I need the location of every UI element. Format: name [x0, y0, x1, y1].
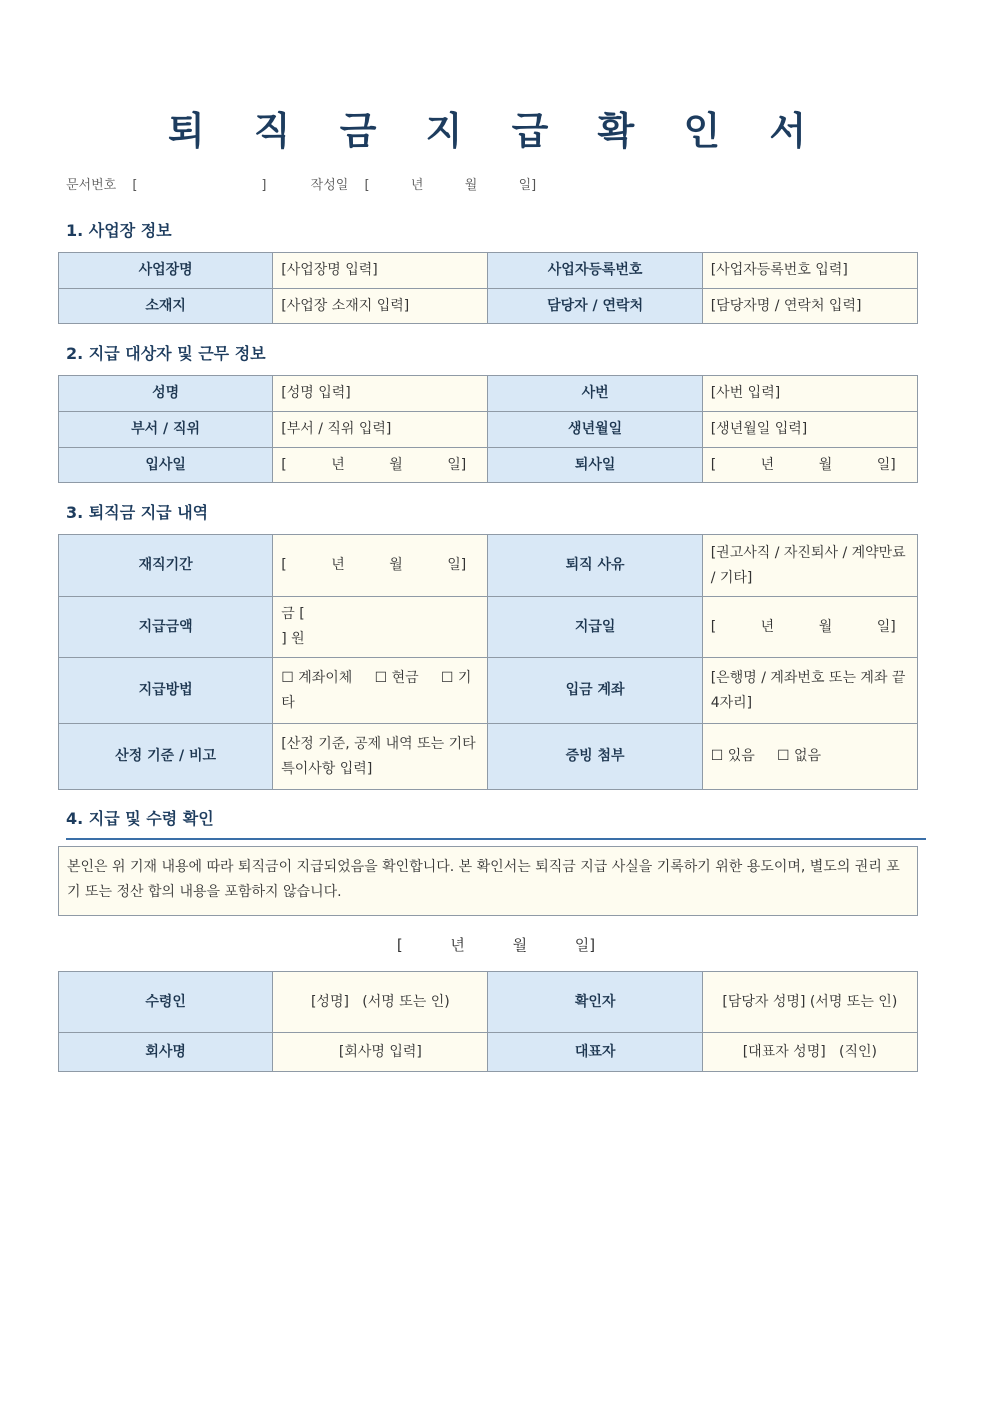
table-row: [59, 724, 918, 790]
birthdate-label: 생년월일: [488, 412, 702, 448]
confirmation-statement: 본인은 위 기재 내용에 따라 퇴직금이 지급되었음을 확인합니다. 본 확인서는 퇴직금 지급 사실을 기록하기 위한 용도이며, 별도의 권리 포기 또는 정산 합의 내용을 포함하지 않습니다.: [58, 846, 918, 916]
payment-amount-label: 지급금액: [59, 597, 273, 658]
section-heading-workplace: 1. 사업장 정보: [66, 221, 172, 240]
table-row: [59, 535, 918, 597]
proof-attachment-label: 증빙 첨부: [488, 724, 702, 790]
checker-signature-field[interactable]: [담당자 성명] (서명 또는 인): [702, 972, 917, 1033]
department-label: 부서 / 직위: [59, 412, 273, 448]
employee-number-label: 사번: [488, 376, 702, 412]
leave-reason-field[interactable]: [권고사직 / 자진퇴사 / 계약만료 / 기타]: [702, 535, 917, 597]
calculation-basis-label: 산정 기준 / 비고: [59, 724, 273, 790]
registration-number-label: 사업자등록번호: [488, 253, 702, 289]
receiver-label: 수령인: [59, 972, 273, 1033]
section-divider: [66, 838, 926, 840]
address-field[interactable]: [사업장 소재지 입력]: [273, 289, 488, 324]
workplace-name-field[interactable]: [사업장명 입력]: [273, 253, 488, 289]
leave-date-field[interactable]: [ 년 월 일]: [702, 448, 917, 483]
employee-name-field[interactable]: [성명 입력]: [273, 376, 488, 412]
document-meta: [66, 174, 536, 193]
payment-amount-line1: 금 [: [281, 606, 305, 622]
payment-amount-line2: ] 원: [281, 631, 305, 647]
birthdate-field[interactable]: [생년월일 입력]: [702, 412, 917, 448]
calculation-basis-field[interactable]: [산정 기준, 공제 내역 또는 기타 특이사항 입력]: [273, 724, 488, 790]
written-date-field[interactable]: [ 년 월 일]: [364, 178, 537, 193]
ceo-seal-field[interactable]: [대표자 성명] (직인): [702, 1033, 917, 1072]
department-field[interactable]: [부서 / 직위 입력]: [273, 412, 488, 448]
workplace-name-label: 사업장명: [59, 253, 273, 289]
leave-reason-label: 퇴직 사유: [488, 535, 702, 597]
employee-table: [58, 375, 918, 483]
company-name-field[interactable]: [회사명 입력]: [273, 1033, 488, 1072]
section-heading-confirmation: 4. 지급 및 수령 확인: [66, 809, 214, 828]
receiver-signature-field[interactable]: [성명] (서명 또는 인): [273, 972, 488, 1033]
checker-label: 확인자: [488, 972, 702, 1033]
doc-number-label: 문서번호: [66, 178, 117, 193]
table-row: [59, 972, 918, 1033]
written-date-label: 작성일: [310, 178, 349, 193]
payment-date-field[interactable]: [ 년 월 일]: [702, 597, 917, 658]
workplace-table: [58, 252, 918, 324]
signoff-table: [58, 971, 918, 1072]
table-row: [59, 1033, 918, 1072]
table-row: [59, 448, 918, 483]
section-heading-employee: 2. 지급 대상자 및 근무 정보: [66, 344, 266, 363]
leave-date-label: 퇴사일: [488, 448, 702, 483]
deposit-account-field[interactable]: [은행명 / 계좌번호 또는 계좌 끝 4자리]: [702, 658, 917, 724]
employee-number-field[interactable]: [사번 입력]: [702, 376, 917, 412]
table-row: [59, 289, 918, 324]
table-row: [59, 376, 918, 412]
document-title: 퇴 직 금 지 급 확 인 서: [167, 109, 825, 153]
address-label: 소재지: [59, 289, 273, 324]
payment-table: [58, 534, 918, 790]
contact-field[interactable]: [담당자명 / 연락처 입력]: [702, 289, 917, 324]
deposit-account-label: 입금 계좌: [488, 658, 702, 724]
service-period-label: 재직기간: [59, 535, 273, 597]
table-row: [59, 658, 918, 724]
company-name-label: 회사명: [59, 1033, 273, 1072]
join-date-label: 입사일: [59, 448, 273, 483]
service-period-field[interactable]: [ 년 월 일]: [273, 535, 488, 597]
payment-amount-field[interactable]: [273, 597, 488, 658]
table-row: [59, 253, 918, 289]
ceo-label: 대표자: [488, 1033, 702, 1072]
table-row: [59, 597, 918, 658]
contact-label: 담당자 / 연락처: [488, 289, 702, 324]
join-date-field[interactable]: [ 년 월 일]: [273, 448, 488, 483]
section-heading-payment: 3. 퇴직금 지급 내역: [66, 503, 209, 522]
payment-method-label: 지급방법: [59, 658, 273, 724]
doc-number-field[interactable]: [ ]: [132, 178, 267, 193]
employee-name-label: 성명: [59, 376, 273, 412]
payment-method-options[interactable]: ☐ 계좌이체 ☐ 현금 ☐ 기타: [273, 658, 488, 724]
payment-date-label: 지급일: [488, 597, 702, 658]
registration-number-field[interactable]: [사업자등록번호 입력]: [702, 253, 917, 289]
confirmation-date-field[interactable]: [ 년 월 일]: [396, 936, 596, 954]
proof-attachment-options[interactable]: ☐ 있음 ☐ 없음: [702, 724, 917, 790]
table-row: [59, 412, 918, 448]
